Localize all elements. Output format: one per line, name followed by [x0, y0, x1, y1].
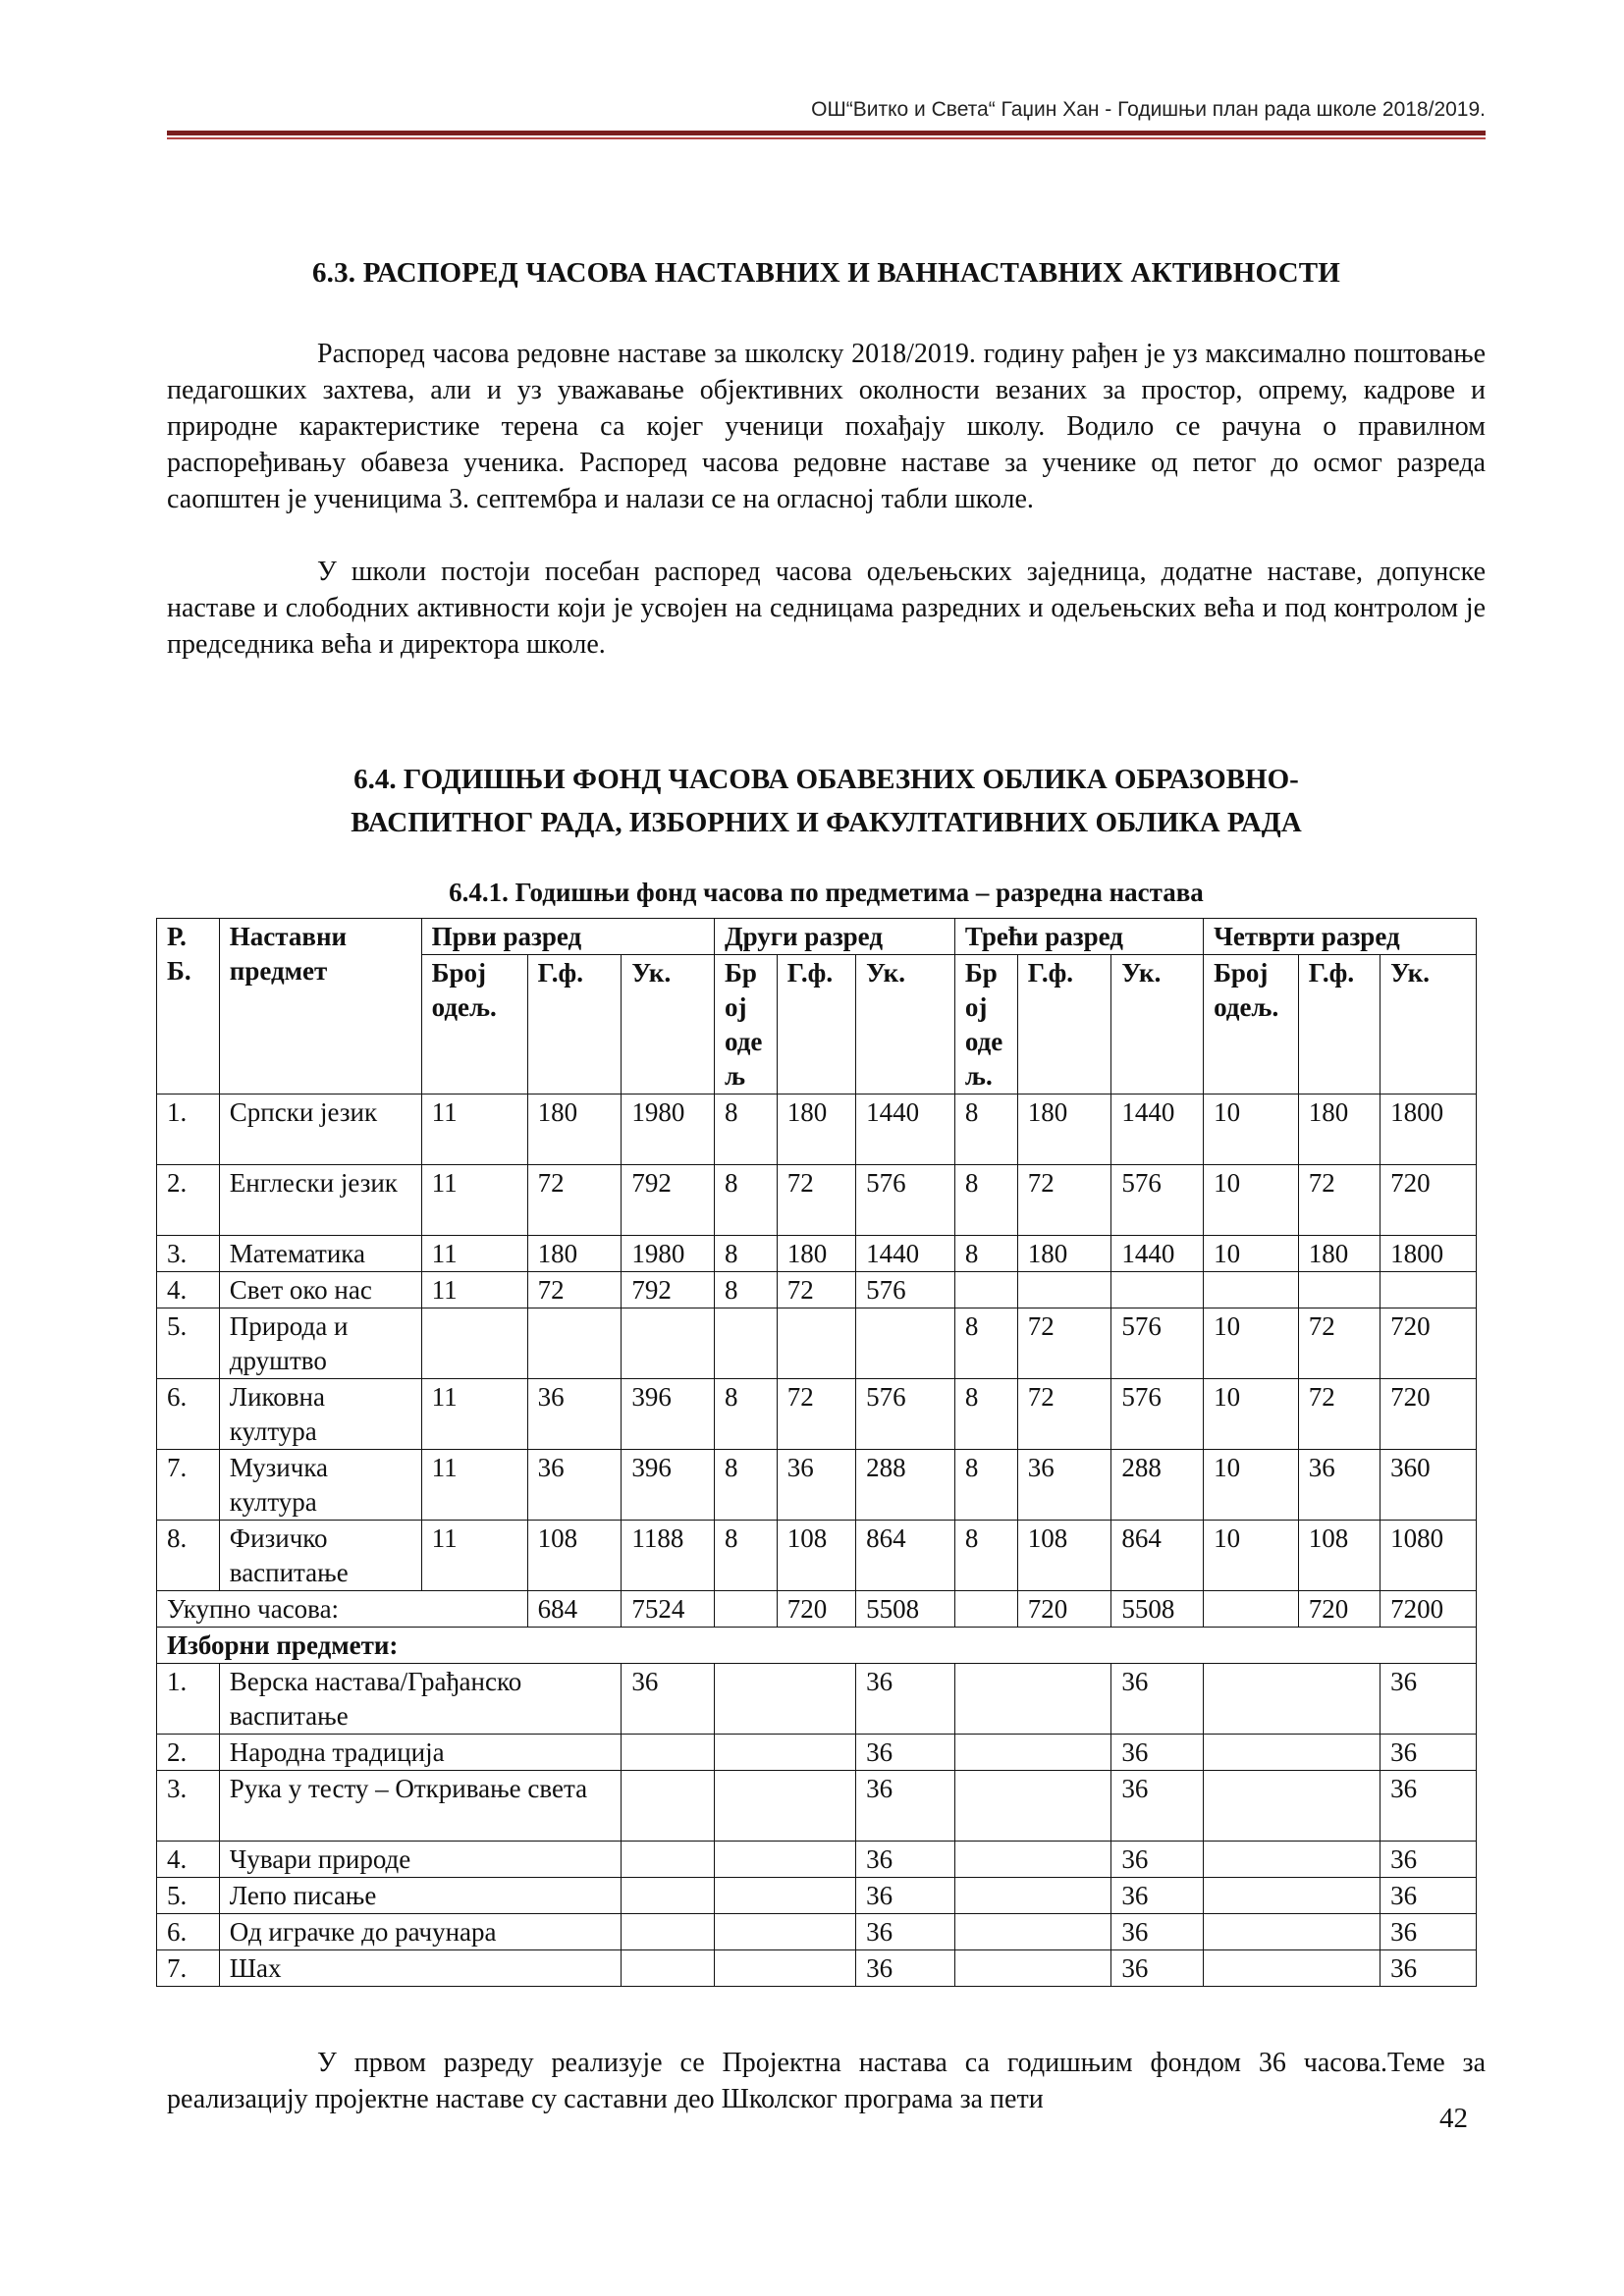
elective-subject: Рука у тесту – Откривање света	[219, 1771, 622, 1842]
elective-empty	[954, 1878, 1110, 1914]
row-value: 288	[1111, 1450, 1204, 1521]
row-value: 36	[777, 1450, 855, 1521]
row-value	[715, 1308, 778, 1379]
elective-grade-3: 36	[1111, 1771, 1204, 1842]
elective-grade-1	[622, 1735, 715, 1771]
row-value: 11	[421, 1165, 527, 1236]
row-value: 720	[1380, 1165, 1477, 1236]
elective-subject: Лепо писање	[219, 1878, 622, 1914]
elective-subject: Од играчке до рачунара	[219, 1914, 622, 1950]
header-subcolumn: Г.ф.	[1298, 955, 1380, 1095]
row-value: 11	[421, 1272, 527, 1308]
elective-subject: Чувари природе	[219, 1842, 622, 1878]
row-value: 72	[777, 1272, 855, 1308]
row-value: 360	[1380, 1450, 1477, 1521]
header-subcolumn: Број одељ	[715, 955, 778, 1095]
header-grade: Други разред	[715, 919, 955, 955]
row-value: 8	[954, 1521, 1017, 1591]
elective-empty	[1204, 1842, 1380, 1878]
elective-grade-2: 36	[856, 1914, 955, 1950]
elective-row	[157, 1914, 1477, 1950]
row-value: 576	[1111, 1165, 1204, 1236]
row-subject: Енглески језик	[219, 1165, 421, 1236]
elective-grade-4: 36	[1380, 1771, 1477, 1842]
row-value: 8	[954, 1450, 1017, 1521]
row-value: 576	[856, 1379, 955, 1450]
elective-row	[157, 1878, 1477, 1914]
row-value: 72	[1298, 1379, 1380, 1450]
row-value	[1017, 1272, 1111, 1308]
elective-empty	[954, 1914, 1110, 1950]
row-value	[421, 1308, 527, 1379]
elective-empty	[715, 1878, 856, 1914]
row-value: 1440	[856, 1095, 955, 1165]
elective-number: 2.	[157, 1735, 220, 1771]
elective-empty	[715, 1914, 856, 1950]
row-value: 10	[1204, 1308, 1299, 1379]
elective-empty	[954, 1664, 1110, 1735]
elective-empty	[1204, 1914, 1380, 1950]
table-row	[157, 1450, 1477, 1521]
elective-number: 4.	[157, 1842, 220, 1878]
row-value: 180	[527, 1236, 622, 1272]
row-value: 8	[954, 1379, 1017, 1450]
elective-grade-3: 36	[1111, 1914, 1204, 1950]
table-row	[157, 1236, 1477, 1272]
row-value: 8	[715, 1165, 778, 1236]
elective-number: 5.	[157, 1878, 220, 1914]
running-header: ОШ“Витко и Света“ Гаџин Хан - Годишњи план рада школе 2018/2019.	[811, 98, 1486, 121]
section-6-3-title: 6.3. РАСПОРЕД ЧАСОВА НАСТАВНИХ И ВАННАСТАВНИХ АКТИВНОСТИ	[311, 257, 1341, 289]
row-value: 1980	[622, 1095, 715, 1165]
row-value: 8	[954, 1095, 1017, 1165]
row-value: 720	[1380, 1379, 1477, 1450]
header-subcolumn: Ук.	[622, 955, 715, 1095]
total-value: 684	[527, 1591, 622, 1628]
header-rb: Р. Б.	[157, 919, 220, 1095]
row-value: 8	[954, 1308, 1017, 1379]
row-value: 180	[527, 1095, 622, 1165]
header-subcolumn: Ук.	[1380, 955, 1477, 1095]
elective-empty	[715, 1771, 856, 1842]
table-row	[157, 1165, 1477, 1236]
row-value	[1111, 1272, 1204, 1308]
row-value: 108	[1298, 1521, 1380, 1591]
elective-grade-2: 36	[856, 1771, 955, 1842]
row-value: 180	[1017, 1095, 1111, 1165]
row-value: 72	[1017, 1165, 1111, 1236]
elective-grade-2: 36	[856, 1878, 955, 1914]
row-value: 180	[1298, 1236, 1380, 1272]
row-value: 180	[1298, 1095, 1380, 1165]
section-6-3-paragraph-1: Распоред часова редовне наставе за школску 2018/2019. годину рађен је уз максимално поштовање педагошких захтева, али и уз уважавање објективних околности везаних за простор, опрему, кадрове и природне карактеристике терена са којег ученици похађају школу. Водило се рачуна о правилном распоређивању обавеза ученика. Распоред часова редовне наставе за ученике од петог до осмог разреда саопштен је ученицима 3. септембра и налази се на огласној табли школе.	[167, 339, 1486, 514]
row-value	[777, 1308, 855, 1379]
row-value	[1380, 1272, 1477, 1308]
row-value	[856, 1308, 955, 1379]
elective-grade-4: 36	[1380, 1735, 1477, 1771]
elective-empty	[954, 1842, 1110, 1878]
row-subject: Музичка култура	[219, 1450, 421, 1521]
row-value: 11	[421, 1095, 527, 1165]
elective-empty	[1204, 1878, 1380, 1914]
row-value: 8	[954, 1165, 1017, 1236]
elective-empty	[715, 1842, 856, 1878]
elective-grade-2: 36	[856, 1950, 955, 1987]
row-value: 576	[856, 1272, 955, 1308]
row-value: 11	[421, 1450, 527, 1521]
total-value	[715, 1591, 778, 1628]
section-6-4-title-line-1: 6.4. ГОДИШЊИ ФОНД ЧАСОВА ОБАВЕЗНИХ ОБЛИКА ОБРАЗОВНО-	[353, 764, 1299, 795]
elective-grade-1: 36	[622, 1664, 715, 1735]
row-value: 1800	[1380, 1236, 1477, 1272]
row-value: 11	[421, 1236, 527, 1272]
row-value: 8	[715, 1095, 778, 1165]
total-value: 720	[1017, 1591, 1111, 1628]
header-subcolumn: Г.ф.	[1017, 955, 1111, 1095]
row-subject: Свет око нас	[219, 1272, 421, 1308]
elective-row	[157, 1950, 1477, 1987]
hours-fund-table	[156, 918, 1477, 1987]
elective-grade-1	[622, 1914, 715, 1950]
row-value	[527, 1308, 622, 1379]
row-value: 36	[527, 1450, 622, 1521]
row-value	[954, 1272, 1017, 1308]
row-value: 576	[1111, 1308, 1204, 1379]
row-number: 8.	[157, 1521, 220, 1591]
elective-empty	[715, 1735, 856, 1771]
row-value: 1440	[1111, 1236, 1204, 1272]
row-value	[1204, 1272, 1299, 1308]
row-value: 10	[1204, 1095, 1299, 1165]
elective-row	[157, 1664, 1477, 1735]
elective-row	[157, 1842, 1477, 1878]
row-value: 8	[715, 1450, 778, 1521]
table-header-row	[157, 919, 1477, 955]
elective-empty	[954, 1950, 1110, 1987]
row-value: 180	[777, 1236, 855, 1272]
row-value: 792	[622, 1272, 715, 1308]
elective-row	[157, 1771, 1477, 1842]
elective-subject: Шах	[219, 1950, 622, 1987]
row-subject: Физичко васпитање	[219, 1521, 421, 1591]
row-value: 576	[1111, 1379, 1204, 1450]
elective-empty	[715, 1950, 856, 1987]
row-value: 1980	[622, 1236, 715, 1272]
row-subject: Ликовна култура	[219, 1379, 421, 1450]
elective-grade-3: 36	[1111, 1878, 1204, 1914]
header-subcolumn: Ук.	[856, 955, 955, 1095]
row-value: 72	[527, 1165, 622, 1236]
header-grade: Четврти разред	[1204, 919, 1477, 955]
elective-grade-1	[622, 1950, 715, 1987]
row-value: 864	[1111, 1521, 1204, 1591]
elective-grade-4: 36	[1380, 1914, 1477, 1950]
row-value: 864	[856, 1521, 955, 1591]
elective-grade-3: 36	[1111, 1664, 1204, 1735]
row-value: 8	[715, 1236, 778, 1272]
total-value: 720	[1298, 1591, 1380, 1628]
elective-empty	[954, 1771, 1110, 1842]
row-value: 72	[1017, 1379, 1111, 1450]
header-subject: Наставни предмет	[219, 919, 421, 1095]
row-number: 5.	[157, 1308, 220, 1379]
elective-empty	[1204, 1950, 1380, 1987]
row-value: 10	[1204, 1521, 1299, 1591]
total-row	[157, 1591, 1477, 1628]
row-value: 8	[715, 1521, 778, 1591]
table-caption: 6.4.1. Годишњи фонд часова по предметима – разредна настава	[449, 878, 1204, 907]
table-row	[157, 1521, 1477, 1591]
elective-subject: Народна традиција	[219, 1735, 622, 1771]
total-value: 5508	[1111, 1591, 1204, 1628]
total-value	[1204, 1591, 1299, 1628]
header-subcolumn: Г.ф.	[527, 955, 622, 1095]
table-row	[157, 1308, 1477, 1379]
elective-grade-4: 36	[1380, 1842, 1477, 1878]
elective-empty	[1204, 1771, 1380, 1842]
table-row	[157, 1272, 1477, 1308]
row-value: 1440	[1111, 1095, 1204, 1165]
row-value: 36	[1298, 1450, 1380, 1521]
row-number: 2.	[157, 1165, 220, 1236]
header-subcolumn: Г.ф.	[777, 955, 855, 1095]
row-value: 10	[1204, 1450, 1299, 1521]
elective-empty	[715, 1664, 856, 1735]
row-value: 72	[1017, 1308, 1111, 1379]
total-value	[954, 1591, 1017, 1628]
row-value: 8	[954, 1236, 1017, 1272]
header-subcolumn: Ук.	[1111, 955, 1204, 1095]
elective-grade-1	[622, 1842, 715, 1878]
row-number: 4.	[157, 1272, 220, 1308]
header-grade: Први разред	[421, 919, 714, 955]
section-6-4-title	[167, 758, 1486, 844]
row-value: 8	[715, 1379, 778, 1450]
table-row	[157, 1379, 1477, 1450]
row-value: 11	[421, 1521, 527, 1591]
elective-grade-2: 36	[856, 1842, 955, 1878]
row-value: 10	[1204, 1379, 1299, 1450]
row-number: 7.	[157, 1450, 220, 1521]
row-value: 180	[1017, 1236, 1111, 1272]
elective-grade-1	[622, 1771, 715, 1842]
section-6-3-paragraph-2: У школи постоји посебан распоред часова одељењских заједница, додатне наставе, допунске наставе и слободних активности који је усвојен на седницама разредних и одељењских већа и под контролом је председника већа и директора школе.	[167, 557, 1486, 660]
row-number: 6.	[157, 1379, 220, 1450]
page-number: 42	[1439, 2103, 1468, 2134]
elective-number: 6.	[157, 1914, 220, 1950]
row-number: 1.	[157, 1095, 220, 1165]
header-grade: Трећи разред	[954, 919, 1203, 955]
row-value: 72	[1298, 1308, 1380, 1379]
row-subject: Природа и друштво	[219, 1308, 421, 1379]
row-value: 396	[622, 1379, 715, 1450]
row-value: 11	[421, 1379, 527, 1450]
row-value: 1440	[856, 1236, 955, 1272]
row-value: 576	[856, 1165, 955, 1236]
elective-grade-1	[622, 1878, 715, 1914]
elective-subject: Верска настава/Грађанско васпитање	[219, 1664, 622, 1735]
header-subcolumn: Број одељ.	[421, 955, 527, 1095]
elective-grade-2: 36	[856, 1664, 955, 1735]
elective-grade-3: 36	[1111, 1950, 1204, 1987]
elective-grade-4: 36	[1380, 1878, 1477, 1914]
elective-empty	[1204, 1664, 1380, 1735]
row-value: 108	[777, 1521, 855, 1591]
row-value: 108	[1017, 1521, 1111, 1591]
row-number: 3.	[157, 1236, 220, 1272]
row-value: 1188	[622, 1521, 715, 1591]
row-value: 792	[622, 1165, 715, 1236]
section-6-4-title-line-2: ВАСПИТНОГ РАДА, ИЗБОРНИХ И ФАКУЛТАТИВНИХ ОБЛИКА РАДА	[351, 807, 1302, 838]
total-label: Укупно часова:	[157, 1591, 528, 1628]
row-value: 180	[777, 1095, 855, 1165]
row-value: 1080	[1380, 1521, 1477, 1591]
elective-number: 3.	[157, 1771, 220, 1842]
elective-empty	[1204, 1735, 1380, 1771]
row-value: 108	[527, 1521, 622, 1591]
row-value: 10	[1204, 1165, 1299, 1236]
total-value: 5508	[856, 1591, 955, 1628]
elective-grade-4: 36	[1380, 1664, 1477, 1735]
row-value: 72	[777, 1379, 855, 1450]
row-value: 72	[777, 1165, 855, 1236]
elective-grade-2: 36	[856, 1735, 955, 1771]
total-value: 7524	[622, 1591, 715, 1628]
total-value: 7200	[1380, 1591, 1477, 1628]
table-row	[157, 1095, 1477, 1165]
elective-grade-4: 36	[1380, 1950, 1477, 1987]
elective-grade-3: 36	[1111, 1735, 1204, 1771]
row-value: 72	[527, 1272, 622, 1308]
header-subcolumn: Број одељ.	[954, 955, 1017, 1095]
row-value: 72	[1298, 1165, 1380, 1236]
elective-empty	[954, 1735, 1110, 1771]
elective-grade-3: 36	[1111, 1842, 1204, 1878]
header-subcolumn: Број одељ.	[1204, 955, 1299, 1095]
elective-number: 1.	[157, 1664, 220, 1735]
elective-section-label: Изборни предмети:	[157, 1628, 1477, 1664]
row-value: 10	[1204, 1236, 1299, 1272]
row-value: 396	[622, 1450, 715, 1521]
header-rule	[167, 131, 1486, 140]
elective-section-row	[157, 1628, 1477, 1664]
row-value: 720	[1380, 1308, 1477, 1379]
total-value: 720	[777, 1591, 855, 1628]
row-value: 36	[1017, 1450, 1111, 1521]
elective-row	[157, 1735, 1477, 1771]
row-value	[622, 1308, 715, 1379]
row-value: 288	[856, 1450, 955, 1521]
row-value: 36	[527, 1379, 622, 1450]
row-subject: Математика	[219, 1236, 421, 1272]
row-value: 8	[715, 1272, 778, 1308]
row-value	[1298, 1272, 1380, 1308]
elective-number: 7.	[157, 1950, 220, 1987]
footer-paragraph: У првом разреду реализује се Пројектна настава са годишњим фондом 36 часова.Теме за реализацију пројектне наставе су саставни део Школског програма за пети	[167, 2048, 1486, 2114]
row-value: 1800	[1380, 1095, 1477, 1165]
row-subject: Српски језик	[219, 1095, 421, 1165]
